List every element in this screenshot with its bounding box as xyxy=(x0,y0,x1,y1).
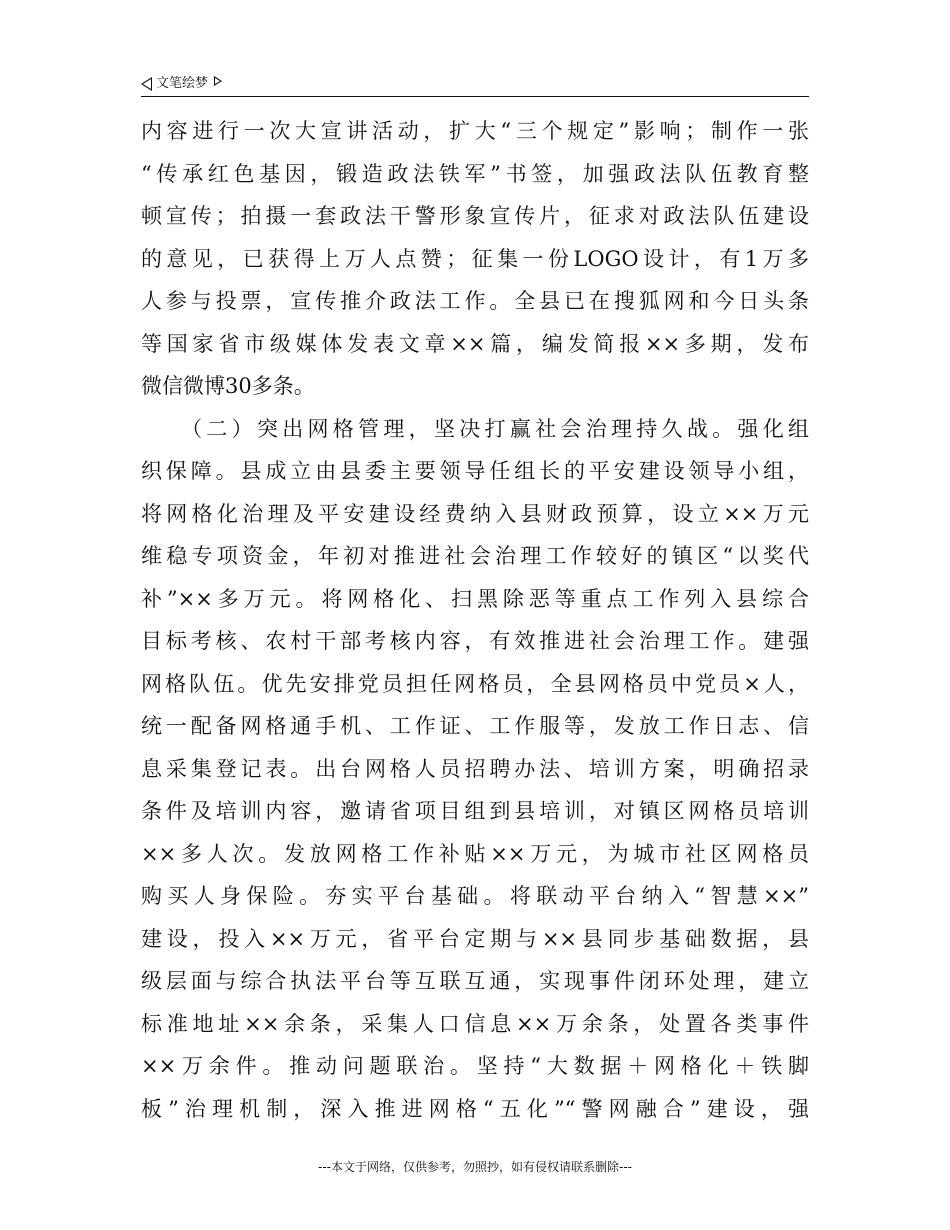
text-line: 息采集登记表。出台网格人员招聘办法、培训方案，明确招录 xyxy=(141,756,809,781)
text-line: 顿宣传；拍摄一套政法干警形象宣传片，征求对政法队伍建设 xyxy=(141,204,809,228)
header-divider xyxy=(141,96,809,97)
page-header xyxy=(141,72,809,96)
triangle-right-icon xyxy=(214,76,222,86)
text-line: 维稳专项资金，年初对推进社会治理工作较好的镇区“以奖代 xyxy=(141,544,809,568)
triangle-left-icon xyxy=(141,77,152,91)
document-body xyxy=(141,110,809,1130)
text-line: 条件及培训内容，邀请省项目组到县培训，对镇区网格员培训 xyxy=(141,799,809,823)
text-line: 建设，投入××万元，省平台定期与××县同步基础数据，县 xyxy=(141,926,809,951)
text-line: 级层面与综合执法平台等互联互通，实现事件闭环处理，建立 xyxy=(141,969,809,993)
text-line: ××多人次。发放网格工作补贴××万元，为城市社区网格员 xyxy=(141,841,809,866)
text-line: 微信微博30多条。 xyxy=(141,374,315,398)
text-line: 等国家省市级媒体发表文章××篇，编发简报××多期，发布 xyxy=(141,331,809,356)
text-line: “传承红色基因，锻造政法铁军”书签，加强政法队伍教育整 xyxy=(141,161,809,186)
text-line: 将网格化治理及平安建设经费纳入县财政预算，设立××万元 xyxy=(141,501,809,526)
text-line: 标准地址××余条，采集人口信息××万余条，处置各类事件 xyxy=(141,1011,809,1036)
text-line: ××万余件。推动问题联治。坚持“大数据＋网格化＋铁脚 xyxy=(141,1054,809,1078)
text-line: 统一配备网格通手机、工作证、工作服等，发放工作日志、信 xyxy=(141,714,809,738)
text-line: 网格队伍。优先安排党员担任网格员，全县网格员中党员×人， xyxy=(141,671,809,696)
text-line: 购买人身保险。夯实平台基础。将联动平台纳入“智慧××” xyxy=(141,884,809,908)
header-title: 文笔绘梦 xyxy=(156,76,209,91)
text-line: （二）突出网格管理，坚决打赢社会治理持久战。强化组 xyxy=(141,416,809,441)
text-line: 目标考核、农村干部考核内容，有效推进社会治理工作。建强 xyxy=(141,629,809,653)
text-line: 板”治理机制，深入推进网格“五化”“警网融合”建设，强 xyxy=(141,1096,809,1121)
page-footer-disclaimer: ---本文于网络，仅供参考，勿照抄，如有侵权请联系删除--- xyxy=(318,1160,632,1174)
text-line: 人参与投票，宣传推介政法工作。全县已在搜狐网和今日头条 xyxy=(141,289,809,313)
text-line: 的意见，已获得上万人点赞；征集一份LOGO设计，有1万多 xyxy=(141,246,809,271)
text-line: 补”××多万元。将网格化、扫黑除恶等重点工作列入县综合 xyxy=(141,586,809,611)
text-line: 织保障。县成立由县委主要领导任组长的平安建设领导小组， xyxy=(141,459,809,483)
text-line: 内容进行一次大宣讲活动，扩大“三个规定”影响；制作一张 xyxy=(141,119,809,143)
